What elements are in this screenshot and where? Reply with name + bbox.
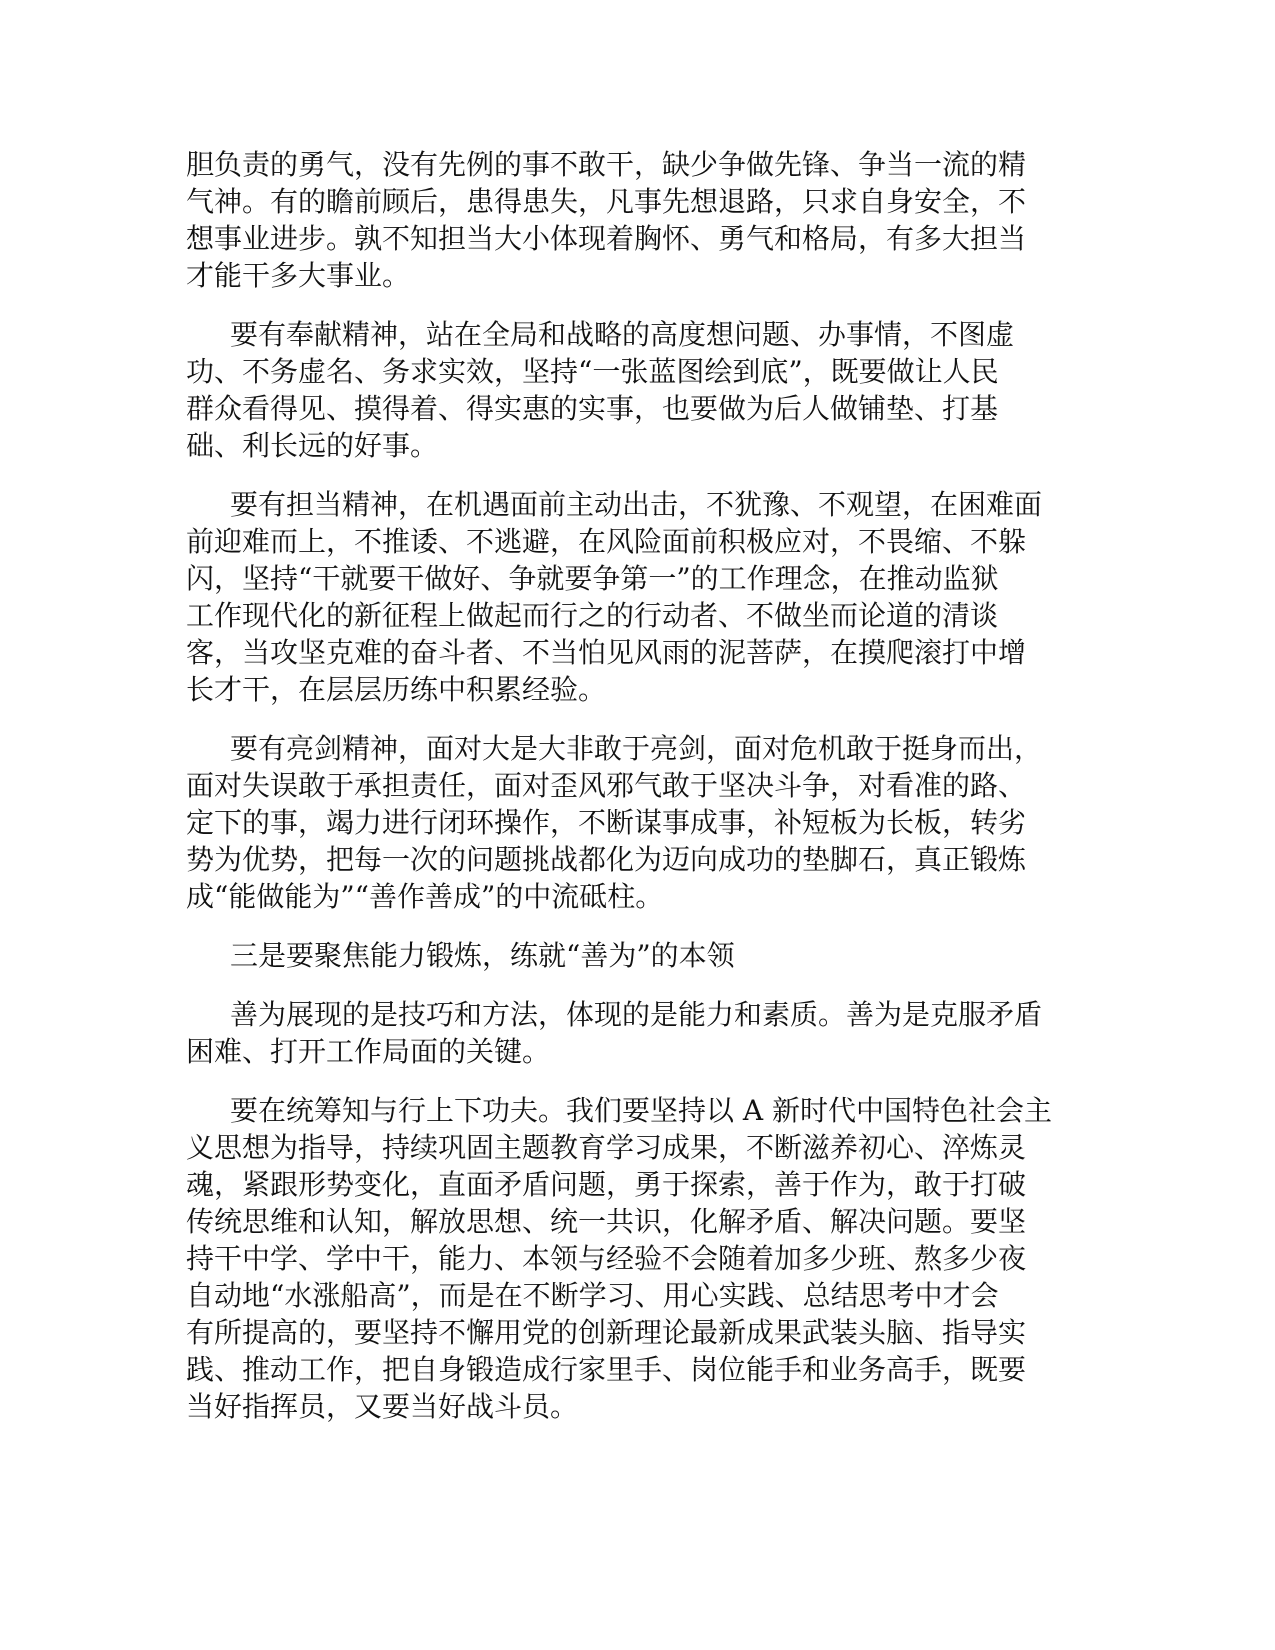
heading-line: 三是要聚焦能力锻炼，练就“善为”的本领 — [230, 939, 735, 972]
text-line: 想事业进步。孰不知担当大小体现着胸怀、勇气和格局，有多大担当 — [186, 222, 1027, 255]
text-line: 践、推动工作，把自身锻造成行家里手、岗位能手和业务高手，既要 — [186, 1353, 1027, 1386]
text-line: 工作现代化的新征程上做起而行之的行动者、不做坐而论道的清谈 — [186, 599, 999, 632]
text-line: 面对失误敢于承担责任，面对歪风邪气敢于坚决斗争，对看准的路、 — [186, 769, 1027, 802]
paragraph-continuation — [186, 146, 1068, 294]
text-line: 定下的事，竭力进行闭环操作，不断谋事成事，补短板为长板，转劣 — [186, 806, 1027, 839]
text-line: 气神。有的瞻前顾后，患得患失，凡事先想退路，只求自身安全，不 — [186, 185, 1027, 218]
paragraph-knowledge-action — [186, 1092, 1068, 1425]
text-line: 当好指挥员，又要当好战斗员。 — [186, 1390, 579, 1423]
text-line: 功、不务虚名、务求实效，坚持“一张蓝图绘到底”，既要做让人民 — [186, 355, 999, 388]
text-line: 困难、打开工作局面的关键。 — [186, 1035, 551, 1068]
text-line: 闪，坚持“干就要干做好、争就要争第一”的工作理念，在推动监狱 — [186, 562, 999, 595]
paragraph-ability — [186, 996, 1068, 1070]
paragraph-courage — [186, 730, 1068, 915]
text-line: 自动地“水涨船高”，而是在不断学习、用心实践、总结思考中才会 — [186, 1279, 999, 1312]
text-line: 义思想为指导，持续巩固主题教育学习成果，不断滋养初心、淬炼灵 — [186, 1131, 1027, 1164]
text-line: 要在统筹知与行上下功夫。我们要坚持以 A 新时代中国特色社会主 — [230, 1094, 1053, 1127]
text-line: 势为优势，把每一次的问题挑战都化为迈向成功的垫脚石，真正锻炼 — [186, 843, 1027, 876]
text-line: 善为展现的是技巧和方法，体现的是能力和素质。善为是克服矛盾 — [230, 998, 1043, 1031]
text-line: 成“能做能为”“善作善成”的中流砥柱。 — [186, 880, 664, 913]
text-line: 有所提高的，要坚持不懈用党的创新理论最新成果武装头脑、指导实 — [186, 1316, 1027, 1349]
text-line: 长才干，在层层历练中积累经验。 — [186, 673, 607, 706]
text-line: 要有担当精神，在机遇面前主动出击，不犹豫、不观望，在困难面 — [230, 488, 1043, 521]
text-line: 要有亮剑精神，面对大是大非敢于亮剑，面对危机敢于挺身而出， — [230, 732, 1043, 765]
document-body — [186, 146, 1068, 1447]
text-line: 群众看得见、摸得着、得实惠的实事，也要做为后人做铺垫、打基 — [186, 392, 999, 425]
text-line: 魂，紧跟形势变化，直面矛盾问题，勇于探索，善于作为，敢于打破 — [186, 1168, 1027, 1201]
paragraph-responsibility — [186, 486, 1068, 708]
text-line: 础、利长远的好事。 — [186, 429, 439, 462]
text-line: 前迎难而上，不推诿、不逃避，在风险面前积极应对，不畏缩、不躲 — [186, 525, 1027, 558]
text-line: 要有奉献精神，站在全局和战略的高度想问题、办事情，不图虚 — [230, 318, 1015, 351]
text-line: 胆负责的勇气，没有先例的事不敢干，缺少争做先锋、争当一流的精 — [186, 148, 1027, 181]
paragraph-dedication — [186, 316, 1068, 464]
text-line: 才能干多大事业。 — [186, 259, 411, 292]
text-line: 客，当攻坚克难的奋斗者、不当怕见风雨的泥菩萨，在摸爬滚打中增 — [186, 636, 1027, 669]
text-line: 传统思维和认知，解放思想、统一共识，化解矛盾、解决问题。要坚 — [186, 1205, 1027, 1238]
text-line: 持干中学、学中干，能力、本领与经验不会随着加多少班、熬多少夜 — [186, 1242, 1027, 1275]
section-heading — [186, 937, 1068, 974]
